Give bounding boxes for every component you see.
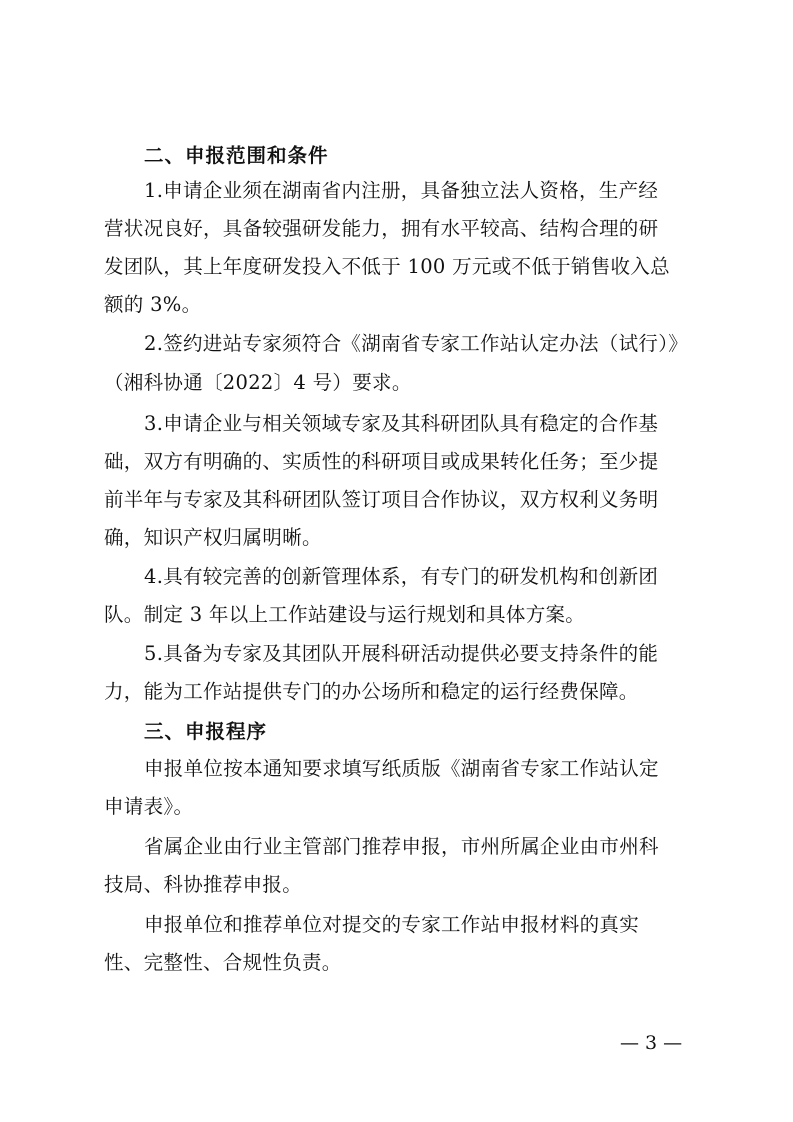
paragraph-line: 性、完整性、合规性负责。 [104, 951, 342, 974]
paragraph-line: 申报单位和推荐单位对提交的专家工作站申报材料的真实 [144, 913, 640, 936]
paragraph-line: 申报单位按本通知要求填写纸质版《湖南省专家工作站认定 [144, 757, 659, 780]
section-heading-3: 三、申报程序 [144, 720, 268, 743]
paragraph-line: 营状况良好，具备较强研发能力，拥有水平较高、结构合理的研 [104, 217, 659, 240]
paragraph-line: 1.申请企业须在湖南省内注册，具备独立法人资格，生产经 [144, 179, 659, 202]
paragraph-line: 力，能为工作站提供专门的办公场所和稳定的运行经费保障。 [104, 680, 639, 703]
paragraph-line: 础，双方有明确的、实质性的科研项目或成果转化任务；至少提 [104, 450, 659, 473]
paragraph-line: 技局、科协推荐申报。 [104, 873, 303, 896]
paragraph-line: 确，知识产权归属明晰。 [104, 526, 322, 549]
paragraph-line: 5.具备为专家及其团队开展科研活动提供必要支持条件的能 [144, 642, 659, 665]
paragraph-line: 发团队，其上年度研发投入不低于 100 万元或不低于销售收入总 [104, 255, 670, 278]
paragraph-line: 额的 3%。 [104, 293, 202, 316]
paragraph-line: 前半年与专家及其科研团队签订项目合作协议，双方权利义务明 [104, 488, 659, 511]
paragraph-line: 3.申请企业与相关领域专家及其科研团队具有稳定的合作基 [144, 412, 659, 435]
paragraph-line: 省属企业由行业主管部门推荐申报，市州所属企业由市州科 [144, 835, 659, 858]
section-heading-2: 二、申报范围和条件 [144, 144, 329, 167]
page-number: — 3 — [620, 1032, 683, 1054]
paragraph-line: 2.签约进站专家须符合《湖南省专家工作站认定办法（试行）》 [144, 332, 689, 355]
paragraph-line: 申请表》。 [104, 795, 194, 818]
paragraph-line: （湘科协通〔2022〕4 号）要求。 [104, 371, 412, 394]
paragraph-line: 4.具有较完善的创新管理体系，有专门的研发机构和创新团 [144, 565, 659, 588]
paragraph-line: 队。制定 3 年以上工作站建设与运行规划和具体方案。 [104, 603, 586, 626]
